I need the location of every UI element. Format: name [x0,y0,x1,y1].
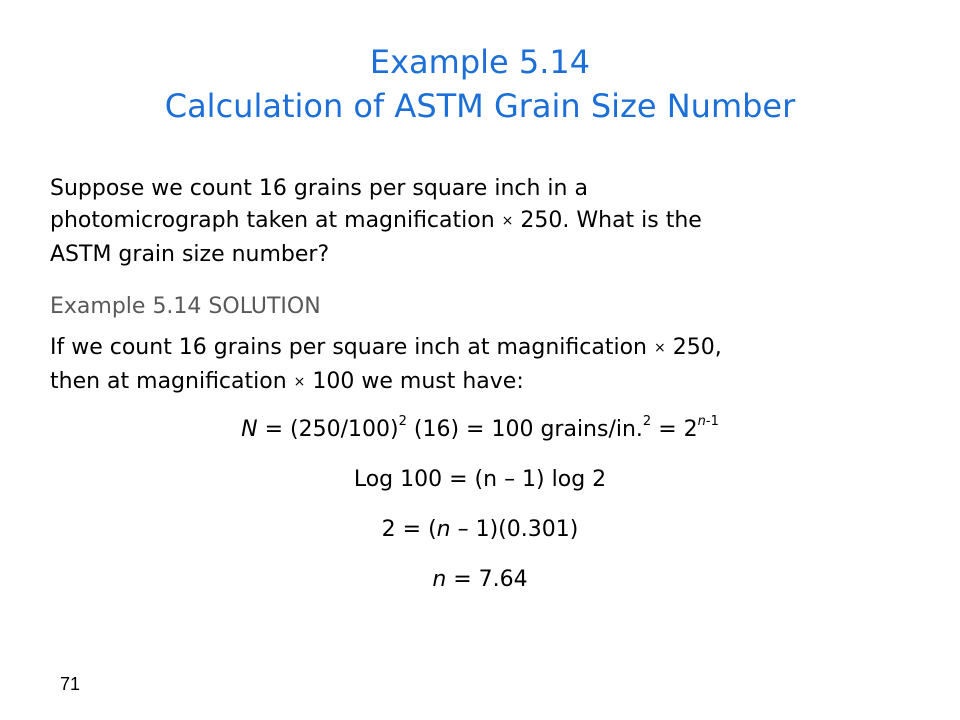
eq1-exp-1: 2 [398,413,407,429]
times-symbol: × [293,374,306,390]
eq1-var: N [241,417,258,442]
problem-line-2-post: 250. What is the [520,208,702,233]
eq3-post: – 1)(0.301) [450,517,579,542]
eq3-var: n [436,517,451,542]
eq1-part-1: = (250/100) [257,417,399,442]
title-line-1: Example 5.14 [369,43,591,81]
problem-line-3: ASTM grain size number? [50,242,330,267]
problem-line-2-pre: photomicrograph taken at magnification [50,208,495,233]
problem-line-1: Suppose we count 16 grains per square inch in a [50,176,588,201]
times-symbol: × [501,213,514,229]
problem-statement [50,173,910,271]
solution-heading: Example 5.14 SOLUTION [50,294,321,319]
eq4-var: n [432,567,447,592]
eq1-exp-2: 2 [642,413,652,429]
solution-line-2-post: 100 we must have: [312,369,524,394]
eq1-exp-3-rest: -1 [705,413,719,429]
solution-line-1-post: 250, [672,335,722,360]
eq1-exp-3 [698,414,719,429]
equation-log: Log 100 = (n – 1) log 2 [353,467,607,492]
equation-result [50,564,910,596]
page-number: 71 [60,674,81,694]
eq1-part-2: (16) = 100 grains/in. [406,417,643,442]
times-symbol: × [653,340,666,356]
eq3-pre: 2 = ( [381,517,437,542]
equation-grain-count [50,414,910,446]
eq4-post: = 7.64 [446,567,528,592]
solution-line-2-pre: then at magnification [50,369,287,394]
eq1-part-3: = 2 [651,417,698,442]
solution-line-1-pre: If we count 16 grains per square inch at magnification [50,335,647,360]
eq1-exp-3-var: n [697,413,706,429]
slide-body [50,173,910,596]
solution-text [50,332,910,400]
equation-numeric [50,514,910,546]
slide-title [0,40,960,128]
title-line-2: Calculation of ASTM Grain Size Number [164,87,796,125]
